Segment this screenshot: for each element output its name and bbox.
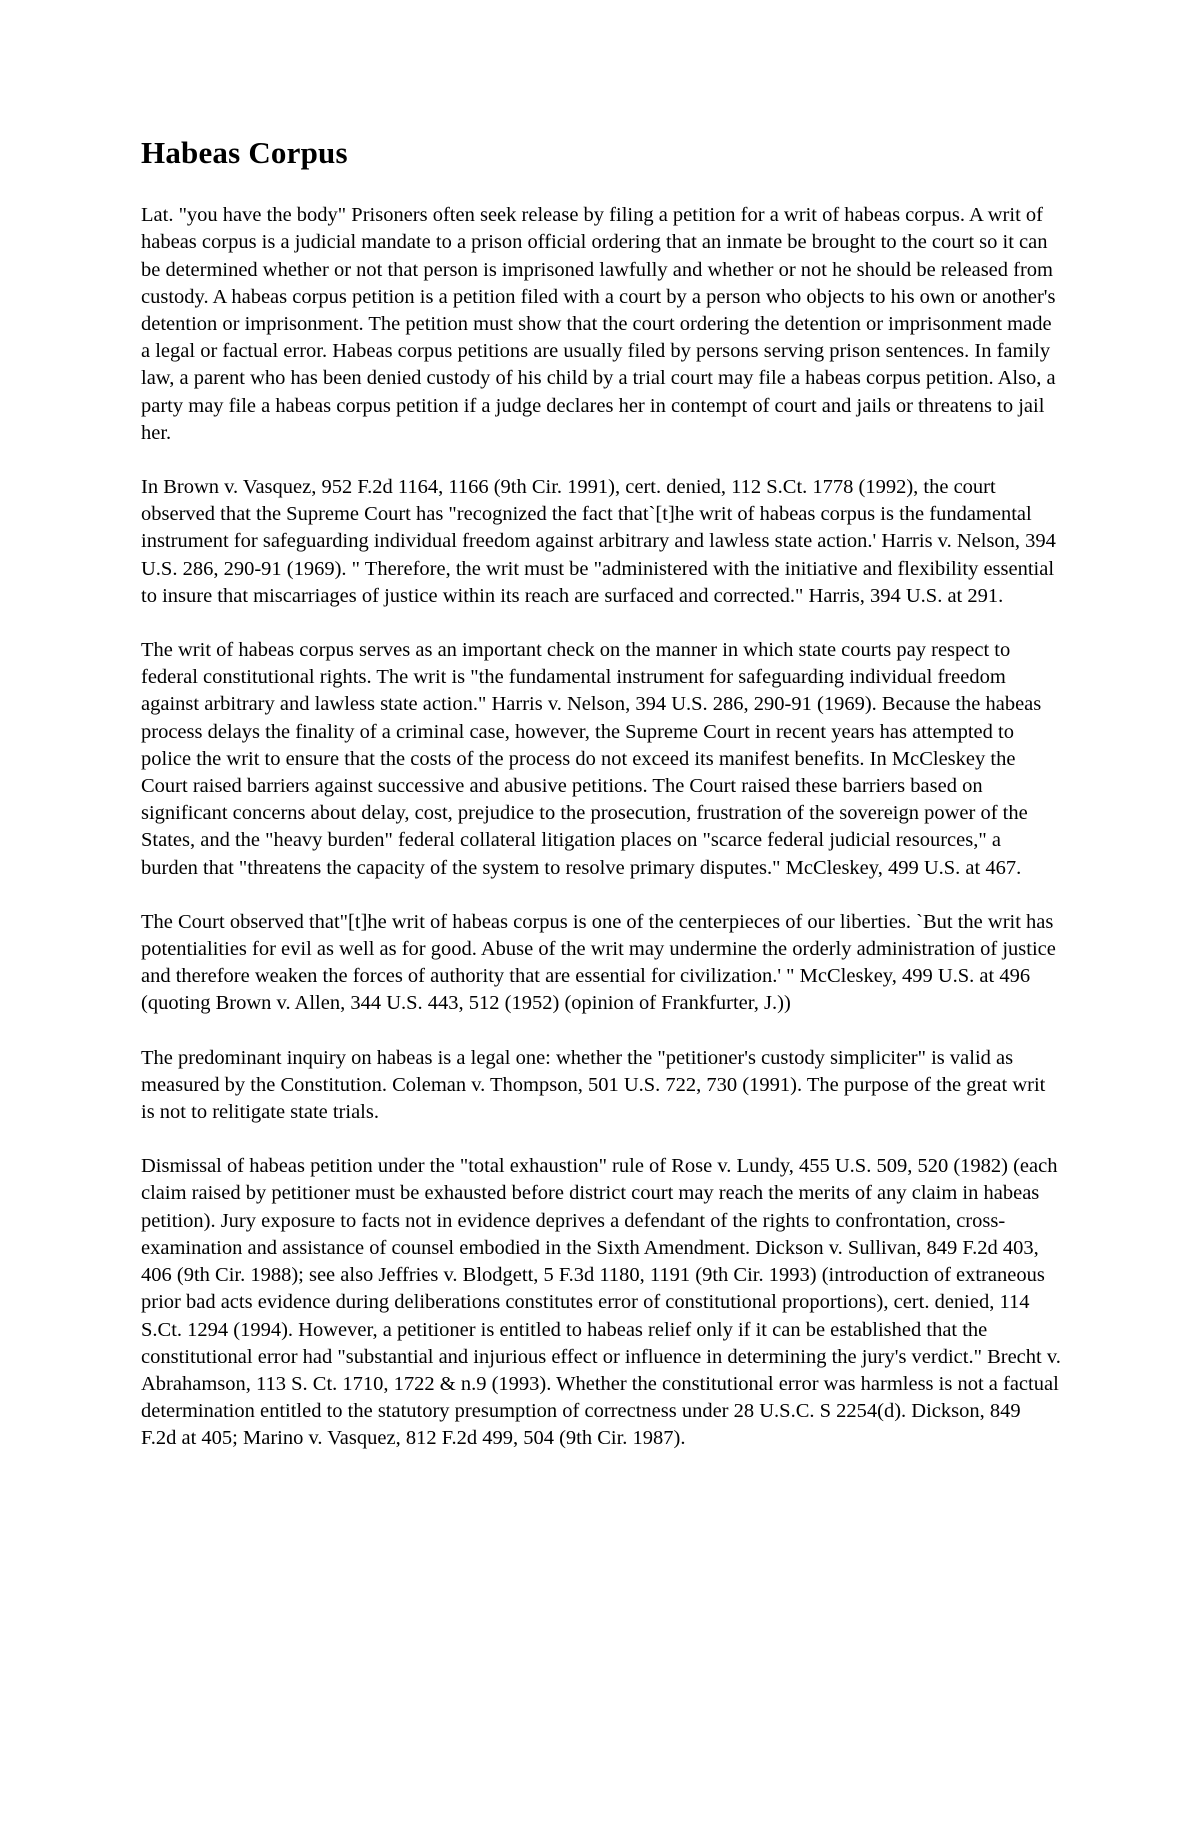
paragraph-dismissal: Dismissal of habeas petition under the "total exhaustion" rule of Rose v. Lundy, 455 U.S. 509, 520 (1982) (each claim raised by petitioner must be exhausted before district court may reach the merits of any claim in habeas petition). Jury exposure to facts not in evidence deprives a defendant of the rights to confrontation, cross-examination and assistance of counsel embodied in the Sixth Amendment. Dickson v. Sullivan, 849 F.2d 403, 406 (9th Cir. 1988); see also Jeffries v. Blodgett, 5 F.3d 1180, 1191 (9th Cir. 1993) (introduction of extraneous prior bad acts evidence during deliberations constitutes error of constitutional proportions), cert. denied, 114 S.Ct. 1294 (1994). However, a petitioner is entitled to habeas relief only if it can be established that the constitutional error had "substantial and injurious effect or influence in determining the jury's verdict." Brecht v. Abrahamson, 113 S. Ct. 1710, 1722 & n.9 (1993). Whether the constitutional error was harmless is not a factual determination entitled to the statutory presumption of correctness under 28 U.S.C. S 2254(d). Dickson, 849 F.2d at 405; Marino v. Vasquez, 812 F.2d 499, 504 (9th Cir. 1987). — [141, 1155, 1061, 1450]
paragraph-definition: Lat. "you have the body" Prisoners often seek release by filing a petition for a writ of habeas corpus. A writ of habeas corpus is a judicial mandate to a prison official ordering that an inmate be brought to the court so it can be determined whether or not that person is imprisoned lawfully and whether or not he should be released from custody. A habeas corpus petition is a petition filed with a court by a person who objects to his own or another's detention or imprisonment. The petition must show that the court ordering the detention or imprisonment made a legal or factual error. Habeas corpus petitions are usually filed by persons serving prison sentences. In family law, a parent who has been denied custody of his child by a trial court may file a habeas corpus petition. Also, a party may file a habeas corpus petition if a judge declares her in contempt of court and jails or threatens to jail her. — [141, 204, 1056, 444]
document-page — [141, 134, 1061, 1480]
document-title: Habeas Corpus — [141, 135, 348, 170]
paragraph-predominant-inquiry: The predominant inquiry on habeas is a legal one: whether the "petitioner's custody simpliciter" is valid as measured by the Constitution. Coleman v. Thompson, 501 U.S. 722, 730 (1991). The purpose of the great writ is not to relitigate state trials. — [141, 1046, 1046, 1124]
paragraph-brown-v-vasquez: In Brown v. Vasquez, 952 F.2d 1164, 1166 (9th Cir. 1991), cert. denied, 112 S.Ct. 1778 (1992), the court observed that the Supreme Court has "recognized the fact that`[t]he writ of habeas corpus is the fundamental instrument for safeguarding individual freedom against arbitrary and lawless state action.' Harris v. Nelson, 394 U.S. 286, 290-91 (1969). " Therefore, the writ must be "administered with the initiative and flexibility essential to insure that miscarriages of justice within its reach are surfaced and corrected." Harris, 394 U.S. at 291. — [141, 476, 1056, 607]
paragraph-federal-check: The writ of habeas corpus serves as an important check on the manner in which state courts pay respect to federal constitutional rights. The writ is "the fundamental instrument for safeguarding individual freedom against arbitrary and lawless state action." Harris v. Nelson, 394 U.S. 286, 290-91 (1969). Because the habeas process delays the finality of a criminal case, however, the Supreme Court in recent years has attempted to police the writ to ensure that the costs of the process do not exceed its manifest benefits. In McCleskey the Court raised barriers against successive and abusive petitions. The Court raised these barriers based on significant concerns about delay, cost, prejudice to the prosecution, frustration of the sovereign power of the States, and the "heavy burden" federal collateral litigation places on "scarce federal judicial resources," a burden that "threatens the capacity of the system to resolve primary disputes." McCleskey, 499 U.S. at 467. — [141, 639, 1042, 879]
paragraph-court-observed: The Court observed that"[t]he writ of habeas corpus is one of the centerpieces of our liberties. `But the writ has potentialities for evil as well as for good. Abuse of the writ may undermine the orderly administration of justice and therefore weaken the forces of authority that are essential for civilization.' " McCleskey, 499 U.S. at 496 (quoting Brown v. Allen, 344 U.S. 443, 512 (1952) (opinion of Frankfurter, J.)) — [141, 910, 1056, 1015]
